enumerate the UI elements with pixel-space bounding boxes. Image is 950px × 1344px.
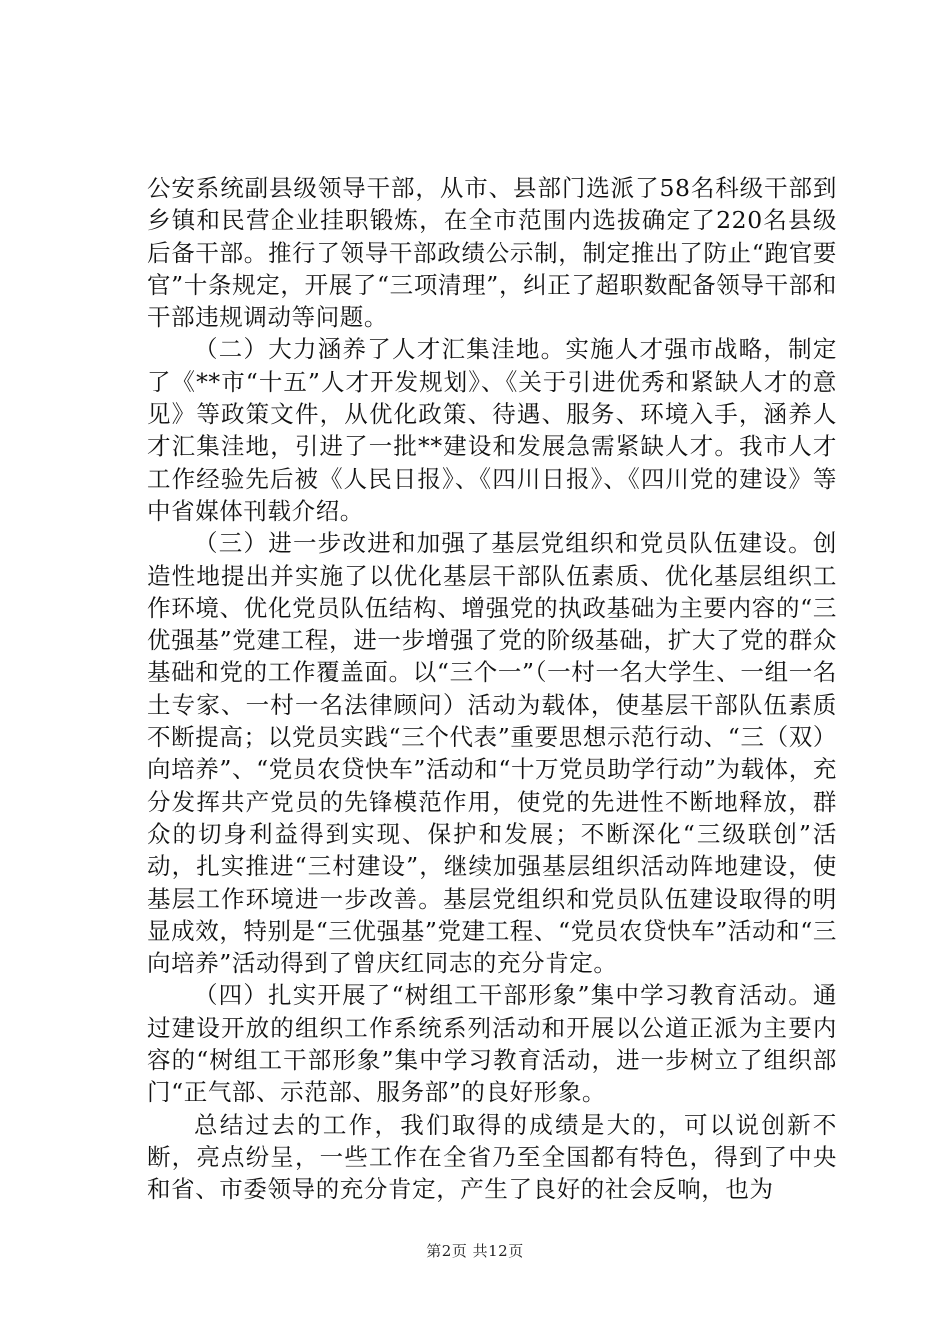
paragraph-continuation: 公安系统副县级领导干部，从市、县部门选派了58名科级干部到乡镇和民营企业挂职锻炼，在全市范围内选拔确定了220名县级后备干部。推行了领导干部政绩公示制，制定推出了防止“跑官要官”十条规定，开展了“三项清理”，纠正了超职数配备领导干部和干部违规调动等问题。 — [147, 174, 837, 332]
paragraph-summary: 总结过去的工作，我们取得的成绩是大的，可以说创新不断，亮点纷呈，一些工作在全省乃至全国都有特色，得到了中央和省、市委领导的充分肯定，产生了良好的社会反响，也为 — [147, 1110, 837, 1204]
paragraph-talent-section: （二）大力涵养了人才汇集洼地。实施人才强市战略，制定了《**市“十五”人才开发规划》、《关于引进优秀和紧缺人才的意见》等政策文件，从优化政策、待遇、服务、环境入手，涵养人才汇集洼地，引进了一批**建设和发展急需紧缺人才。我市人才工作经验先后被《人民日报》、《四川日报》、《四川党的建设》等中省媒体刊载介绍。 — [147, 335, 837, 525]
page-number-footer: 第2页 共12页 — [426, 1242, 524, 1260]
paragraph-education-section: （四）扎实开展了“树组工干部形象”集中学习教育活动。通过建设开放的组织工作系统系列活动和开展以公道正派为主要内容的“树组工干部形象”集中学习教育活动，进一步树立了组织部门“正气部、示范部、服务部”的良好形象。 — [147, 981, 837, 1107]
document-body — [147, 172, 837, 1206]
paragraph-grassroots-section: （三）进一步改进和加强了基层党组织和党员队伍建设。创造性地提出并实施了以优化基层干部队伍素质、优化基层组织工作环境、优化党员队伍结构、增强党的执政基础为主要内容的“三优强基”党建工程，进一步增强了党的阶级基础，扩大了党的群众基础和党的工作覆盖面。以“三个一”（一村一名大学生、一组一名土专家、一村一名法律顾问）活动为载体，使基层干部队伍素质不断提高；以党员实践“三个代表”重要思想示范行动、“三（双）向培养”、“党员农贷快车”活动和“十万党员助学行动”为载体，充分发挥共产党员的先锋模范作用，使党的先进性不断地释放，群众的切身利益得到实现、保护和发展；不断深化“三级联创”活动，扎实推进“三村建设”，继续加强基层组织活动阵地建设，使基层工作环境进一步改善。基层党组织和党员队伍建设取得的明显成效，特别是“三优强基”党建工程、“党员农贷快车”活动和“三向培养”活动得到了曾庆红同志的充分肯定。 — [147, 529, 837, 978]
